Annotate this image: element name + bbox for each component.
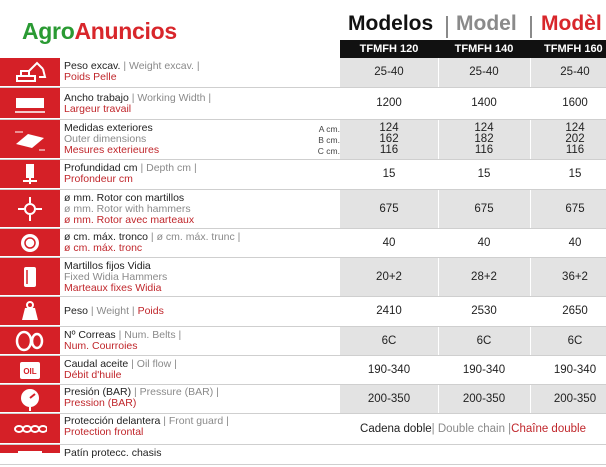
value-cell: 36+2 xyxy=(530,258,606,296)
value-cell: 1400 xyxy=(438,88,530,119)
label-fr: Pression (BAR) xyxy=(64,397,137,409)
column-divider xyxy=(530,297,531,326)
column-divider xyxy=(530,385,531,413)
value-cell xyxy=(530,445,606,464)
column-divider xyxy=(530,88,531,119)
value-cell: 40 xyxy=(438,229,530,257)
label-en: Pressure (BAR) xyxy=(139,386,214,398)
value-cell: 15 xyxy=(438,160,530,189)
value-cell: 20+2 xyxy=(340,258,438,296)
table-row xyxy=(0,190,606,229)
column-divider xyxy=(530,327,531,355)
table-row xyxy=(0,229,606,258)
column-divider xyxy=(438,297,439,326)
value-cell: 2650 xyxy=(530,297,606,326)
label-en: Fixed Widia Hammers xyxy=(64,271,168,283)
header-title-en: Model xyxy=(456,12,517,35)
excavator-icon xyxy=(0,58,60,87)
weight-icon xyxy=(0,297,60,326)
label-en: Weight xyxy=(96,305,129,317)
column-divider xyxy=(438,385,439,413)
merged-value: Cadena doble | Double chain | Chaîne double xyxy=(340,414,606,444)
value-cell: 190-340 xyxy=(438,356,530,384)
header-divider xyxy=(446,16,448,38)
table-row xyxy=(0,297,606,327)
column-divider xyxy=(530,229,531,257)
pressure-icon xyxy=(0,385,60,413)
label-en: Depth cm xyxy=(146,162,192,174)
svg-text:OIL: OIL xyxy=(23,366,37,376)
label-en: Num. Belts xyxy=(124,329,176,341)
row-label: ø cm. máx. tronco | ø cm. máx. trunc | ø cm. máx. tronc xyxy=(64,231,241,254)
column-divider xyxy=(438,258,439,296)
value-cell: 1600 xyxy=(530,88,606,119)
value-cell: 200-350 xyxy=(530,385,606,413)
label-es: Peso xyxy=(64,305,88,317)
belts-icon xyxy=(0,327,60,355)
value-cell: 2530 xyxy=(438,297,530,326)
label-es: Presión (BAR) xyxy=(64,386,132,398)
value-cell: 15 xyxy=(340,160,438,189)
value-cell: 1200 xyxy=(340,88,438,119)
column-divider xyxy=(438,190,439,228)
value-cell: 40 xyxy=(530,229,606,257)
label-fr: Poids xyxy=(137,305,164,317)
table-row xyxy=(0,356,606,385)
dimensions-icon xyxy=(0,120,60,159)
label-en: Outer dimensions xyxy=(64,133,147,145)
label-fr: ø mm. Rotor avec marteaux xyxy=(64,214,195,226)
table-row xyxy=(0,160,606,190)
label-fr: Num. Courroies xyxy=(64,340,138,352)
value-cell: 25-40 xyxy=(340,58,438,87)
row-label: Presión (BAR) | Pressure (BAR) | Pression (BAR) xyxy=(64,386,219,409)
model-col-2: TFMFH 140 xyxy=(454,43,514,55)
label-fr: Profondeur cm xyxy=(64,173,133,185)
table-row xyxy=(0,327,606,356)
label-es: Medidas exteriores xyxy=(64,122,153,134)
table-row xyxy=(0,445,606,465)
table-row xyxy=(0,414,606,445)
label-es: ø cm. máx. tronco xyxy=(64,231,149,243)
value-cell: 28+2 xyxy=(438,258,530,296)
value-cell: 124 162 116 xyxy=(340,120,438,159)
row-label xyxy=(64,448,314,459)
rotor-icon xyxy=(0,190,60,228)
label-es: Profundidad cm xyxy=(64,162,138,174)
label-en: Front guard xyxy=(168,415,224,427)
table-row xyxy=(0,258,606,297)
column-divider xyxy=(530,356,531,384)
model-col-1: TFMFH 120 xyxy=(359,43,419,55)
table-row xyxy=(0,385,606,414)
value-cell: 25-40 xyxy=(438,58,530,87)
value-cell: 190-340 xyxy=(530,356,606,384)
model-col-3: TFMFH 160 xyxy=(544,43,603,55)
value-cell: 40 xyxy=(340,229,438,257)
table-row xyxy=(0,120,606,160)
column-divider xyxy=(438,327,439,355)
column-divider xyxy=(530,58,531,87)
brand-logo xyxy=(22,18,177,45)
label-fr: ø cm. máx. tronc xyxy=(64,242,143,254)
value-cell: 124 182 116 xyxy=(438,120,530,159)
column-divider xyxy=(530,190,531,228)
dimension-sublabel: B cm. xyxy=(318,135,340,145)
chain-icon xyxy=(0,414,60,444)
label-fr: Mesures exterieures xyxy=(64,144,160,156)
label-es: Caudal aceite xyxy=(64,358,129,370)
column-divider xyxy=(438,229,439,257)
row-label: Ancho trabajo | Working Width | Largeur travail xyxy=(64,92,212,115)
brand-agro: Agro xyxy=(22,18,75,44)
column-divider xyxy=(438,356,439,384)
column-divider xyxy=(438,58,439,87)
header-divider xyxy=(530,16,532,38)
label-en: Working Width xyxy=(137,92,206,104)
label-fr: Débit d'huile xyxy=(64,369,122,381)
row-label: Profundidad cm | Depth cm | Profondeur cm xyxy=(64,162,197,185)
value-cell: 6C xyxy=(340,327,438,355)
value-cell: 15 xyxy=(530,160,606,189)
column-divider xyxy=(438,120,439,159)
value-cell xyxy=(438,445,530,464)
oil-icon xyxy=(0,356,60,384)
header-title-es: Modelos xyxy=(348,12,434,35)
value-cell: 2410 xyxy=(340,297,438,326)
value-cell: 6C xyxy=(530,327,606,355)
value-cell: 675 xyxy=(530,190,606,228)
table-row xyxy=(0,88,606,120)
column-divider xyxy=(530,120,531,159)
label-fr: Marteaux fixes Widia xyxy=(64,282,162,294)
value-cell: 190-340 xyxy=(340,356,438,384)
label-es: Ancho trabajo xyxy=(64,92,129,104)
value-cell: 6C xyxy=(438,327,530,355)
row-label xyxy=(64,193,314,226)
dimension-sublabel: C cm. xyxy=(317,146,340,156)
label-en: Weight excav. xyxy=(128,60,194,72)
label-fr: Largeur travail xyxy=(64,103,132,115)
label-en: ø mm. Rotor with hammers xyxy=(64,203,191,215)
label-fr: Protection frontal xyxy=(64,426,144,438)
column-divider xyxy=(438,88,439,119)
row-label xyxy=(64,123,314,156)
row-label: Caudal aceite | Oil flow | Débit d'huile xyxy=(64,358,177,381)
label-es: Patín protecc. chasis xyxy=(64,447,162,459)
row-label xyxy=(64,261,314,294)
hammer-icon xyxy=(0,258,60,296)
value-cell: 675 xyxy=(340,190,438,228)
value-cell: 675 xyxy=(438,190,530,228)
value-cell xyxy=(340,445,438,464)
mulcher-width-icon xyxy=(0,88,60,119)
label-en: ø cm. máx. trunc xyxy=(156,231,235,243)
label-es: Martillos fijos Vidia xyxy=(64,260,151,272)
guard-icon xyxy=(0,445,60,464)
column-divider xyxy=(530,258,531,296)
row-label: Nº Correas | Num. Belts | Num. Courroies xyxy=(64,329,182,352)
label-es: Protección delantera xyxy=(64,415,161,427)
label-en: Oil flow xyxy=(136,358,172,370)
column-divider xyxy=(438,160,439,189)
label-es: Peso excav. xyxy=(64,60,121,72)
row-label: Peso excav. | Weight excav. | Poids Pelle xyxy=(64,60,200,83)
dimension-sublabel: A cm. xyxy=(318,124,340,134)
brand-anuncios: Anuncios xyxy=(74,18,177,44)
value-cell: 25-40 xyxy=(530,58,606,87)
value-cell: 200-350 xyxy=(340,385,438,413)
label-fr: Poids Pelle xyxy=(64,71,117,83)
trunk-icon xyxy=(0,229,60,257)
row-label: Peso | Weight | Poids xyxy=(64,305,164,317)
column-divider xyxy=(438,445,439,464)
table-row xyxy=(0,58,606,88)
column-divider xyxy=(530,160,531,189)
label-es: ø mm. Rotor con martillos xyxy=(64,192,185,204)
label-es: Nº Correas xyxy=(64,329,116,341)
row-label: Protección delantera | Front guard | Protection frontal xyxy=(64,415,229,438)
value-cell: 200-350 xyxy=(438,385,530,413)
depth-icon xyxy=(0,160,60,189)
value-cell: 124 202 116 xyxy=(530,120,606,159)
column-divider xyxy=(530,445,531,464)
header-title-fr: Modèl xyxy=(541,12,602,35)
